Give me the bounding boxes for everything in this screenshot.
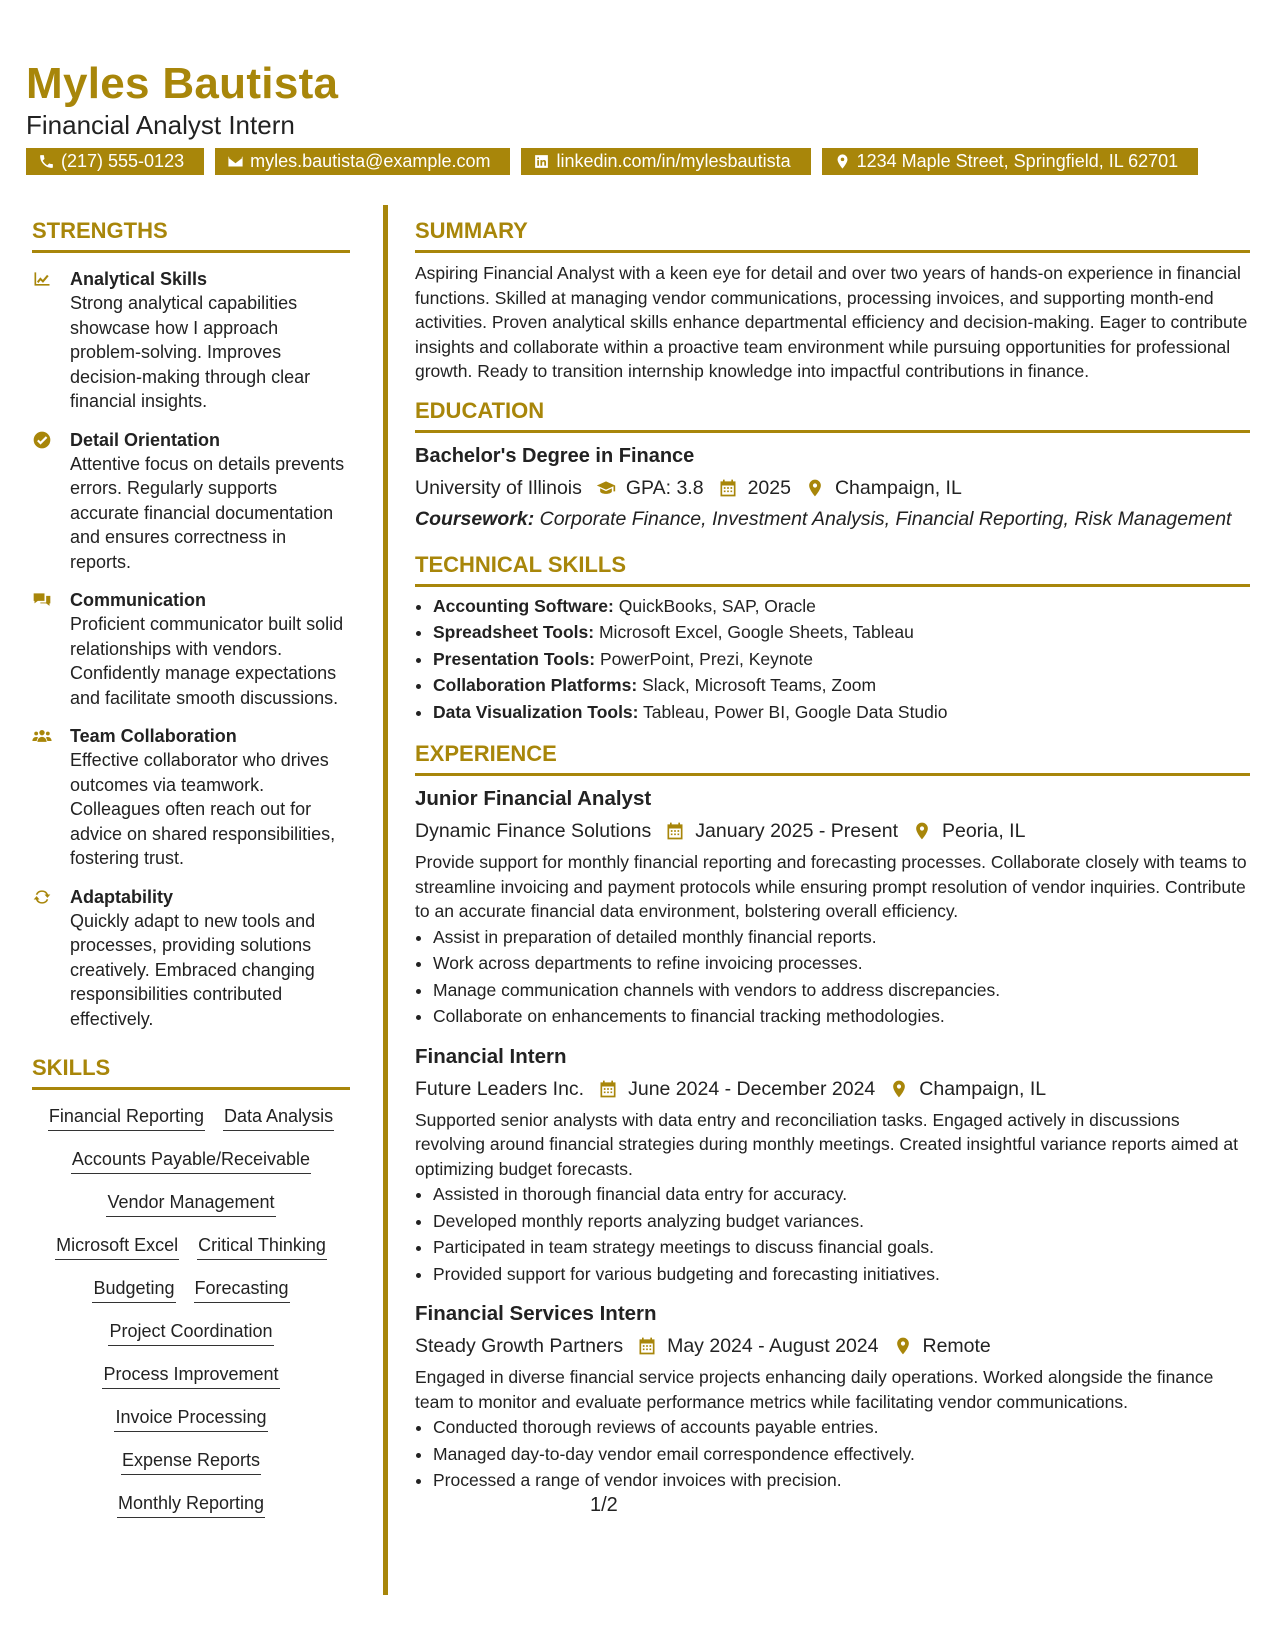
- strength-item: [32, 724, 350, 871]
- strength-desc: Proficient communicator built solid relationships with vendors. Confidently manage expectations and facilitate smooth discussions.: [70, 614, 344, 708]
- list-item: • Conducted thorough reviews of accounts payable entries.: [433, 1414, 1250, 1441]
- strength-item: [32, 428, 350, 575]
- contact-email[interactable]: [215, 148, 510, 175]
- sync-icon: [32, 887, 52, 907]
- tech-skill-value: Microsoft Excel, Google Sheets, Tableau: [598, 622, 914, 642]
- job-dates: January 2025 - Present: [695, 820, 898, 842]
- summary-heading: SUMMARY: [415, 218, 1250, 253]
- map-pin-icon: [805, 478, 825, 498]
- summary-text: Aspiring Financial Analyst with a keen eye for detail and over two years of hands-on experience in financial functions. Skilled at managing vendor communications, processing invoices, and supporting month-end activities. Proven analytical skills enhance departmental efficiency and decision-making. Eager to contribute insights and collaborate within a proactive team environment while pursuing opportunities for professional growth. Ready to transition internship knowledge into impactful contributions in finance.: [415, 263, 1248, 381]
- contact-address-text: 1234 Maple Street, Springfield, IL 62701: [856, 151, 1179, 171]
- list-item: • Assist in preparation of detailed monthly financial reports.: [433, 924, 1250, 951]
- job-bullets: [415, 924, 1250, 1030]
- contact-linkedin-text: linkedin.com/in/mylesbautista: [556, 151, 791, 171]
- contact-phone: [26, 148, 204, 175]
- coursework-list: Corporate Finance, Investment Analysis, Financial Reporting, Risk Management: [539, 507, 1232, 530]
- strength-name: Analytical Skills: [70, 269, 208, 289]
- gpa: GPA: 3.8: [625, 476, 704, 499]
- calendar-icon: [665, 821, 685, 841]
- school: University of Illinois: [415, 476, 582, 499]
- job-meta: [415, 818, 1250, 844]
- strengths-heading: STRENGTHS: [32, 218, 350, 253]
- skill-tag: Vendor Management: [106, 1190, 275, 1217]
- job-meta: [415, 1076, 1250, 1102]
- job-location: Champaign, IL: [919, 1077, 1047, 1100]
- map-pin-icon: [889, 1079, 909, 1099]
- calendar-icon: [598, 1079, 618, 1099]
- job-description: Engaged in diverse financial service projects enhancing daily operations. Worked alongside the finance team to monitor and evaluate performance metrics while facilitating vendor communications.: [415, 1367, 1214, 1412]
- users-icon: [32, 726, 52, 746]
- strength-desc: Effective collaborator who drives outcomes via teamwork. Colleagues often reach out for advice on shared responsibilities, fostering trust.: [70, 750, 336, 868]
- technical-skills-list: [415, 593, 1250, 726]
- job-title: Financial Intern: [415, 1044, 567, 1068]
- resume-header: [26, 58, 1255, 175]
- graduation-cap-icon: [596, 478, 616, 498]
- tech-skill-label: Data Visualization Tools:: [433, 701, 639, 722]
- left-column: [32, 218, 350, 1518]
- skill-tag: Accounts Payable/Receivable: [71, 1147, 311, 1174]
- check-circle-icon: [32, 430, 52, 450]
- skill-tag: Invoice Processing: [114, 1405, 267, 1432]
- company: Steady Growth Partners: [415, 1335, 624, 1357]
- strength-desc: Attentive focus on details prevents errors. Regularly supports accurate financial documentation and ensures correctness in reports.: [70, 453, 345, 572]
- skill-tag: Project Coordination: [108, 1319, 273, 1346]
- list-item: • Processed a range of vendor invoices with precision.: [433, 1467, 1250, 1494]
- graduation-year: 2025: [747, 476, 791, 499]
- strength-desc: Quickly adapt to new tools and processes, providing solutions creatively. Embraced changing responsibilities contributed effectively.: [70, 910, 316, 1029]
- right-column: [415, 218, 1250, 1494]
- skills-heading: SKILLS: [32, 1055, 350, 1090]
- skill-tag: Monthly Reporting: [117, 1491, 265, 1518]
- strength-item: [32, 588, 350, 710]
- list-item: • Developed monthly reports analyzing budget variances.: [433, 1208, 1250, 1235]
- contact-bar: [26, 148, 1255, 175]
- experience-heading: EXPERIENCE: [415, 741, 1250, 776]
- skills-list: [32, 1104, 350, 1518]
- list-item: • Managed day-to-day vendor email correspondence effectively.: [433, 1441, 1250, 1468]
- technical-skills-heading: TECHNICAL SKILLS: [415, 552, 1250, 587]
- tech-skill-value: Slack, Microsoft Teams, Zoom: [642, 675, 877, 695]
- list-item: [433, 593, 1250, 620]
- skill-tag: Data Analysis: [223, 1104, 334, 1131]
- skill-tag: Expense Reports: [121, 1448, 261, 1475]
- strength-name: Adaptability: [70, 886, 174, 907]
- contact-phone-text: (217) 555-0123: [61, 151, 185, 171]
- strength-name: Detail Orientation: [70, 429, 221, 450]
- strength-item: [32, 885, 350, 1032]
- skill-tag: Budgeting: [92, 1276, 175, 1303]
- skill-tag: Financial Reporting: [48, 1104, 205, 1131]
- list-item: • Manage communication channels with vendors to address discrepancies.: [433, 977, 1250, 1004]
- tech-skill-label: Accounting Software:: [433, 595, 614, 616]
- contact-email-text: myles.bautista@example.com: [250, 151, 491, 171]
- tech-skill-value: QuickBooks, SAP, Oracle: [618, 595, 816, 616]
- job-description: Provide support for monthly financial reporting and forecasting processes. Collaborate closely with teams to streamline invoicing and payment protocols while ensuring prompt resolution of vendor inquiries. Contribute to an accurate financial data environment, bolstering overall efficiency.: [415, 852, 1247, 921]
- company: Future Leaders Inc.: [415, 1077, 585, 1100]
- company: Dynamic Finance Solutions: [415, 820, 652, 842]
- comments-icon: [32, 590, 52, 610]
- contact-address: [822, 148, 1199, 175]
- calendar-icon: [637, 1336, 657, 1356]
- column-divider: [383, 205, 388, 1595]
- job-dates: May 2024 - August 2024: [667, 1335, 879, 1357]
- job-meta: [415, 1333, 1250, 1359]
- tech-skill-label: Collaboration Platforms:: [433, 675, 638, 695]
- tech-skill-label: Spreadsheet Tools:: [433, 622, 595, 642]
- linkedin-icon: [533, 153, 550, 170]
- list-item: [433, 646, 1250, 673]
- coursework: [415, 507, 1250, 532]
- candidate-title: Financial Analyst Intern: [26, 110, 295, 140]
- job-title: Junior Financial Analyst: [415, 787, 652, 810]
- list-item: • Participated in team strategy meetings to discuss financial goals.: [433, 1234, 1250, 1261]
- job-location: Peoria, IL: [941, 820, 1026, 842]
- skill-tag: Process Improvement: [102, 1362, 279, 1389]
- calendar-icon: [718, 478, 738, 498]
- tech-skill-value: PowerPoint, Prezi, Keynote: [599, 648, 813, 669]
- contact-linkedin[interactable]: [521, 148, 810, 175]
- skill-tag: Microsoft Excel: [55, 1233, 179, 1260]
- job-bullets: [415, 1414, 1250, 1494]
- job-title: Financial Services Intern: [415, 1302, 657, 1325]
- skill-tag: Forecasting: [194, 1276, 290, 1303]
- strength-item: [32, 267, 350, 414]
- strength-name: Communication: [70, 590, 207, 610]
- list-item: [433, 619, 1250, 646]
- job-description: Supported senior analysts with data entry and reconciliation tasks. Engaged actively in discussions revolving around financial strategies during monthly meetings. Created insightful variance reports aimed at optimizing budget forecasts.: [415, 1109, 1238, 1179]
- list-item: • Work across departments to refine invoicing processes.: [433, 950, 1250, 977]
- map-pin-icon: [912, 821, 932, 841]
- envelope-icon: [227, 153, 244, 170]
- list-item: • Collaborate on enhancements to financial tracking methodologies.: [433, 1003, 1250, 1030]
- tech-skill-value: Tableau, Power BI, Google Data Studio: [643, 701, 948, 722]
- map-pin-icon: [834, 153, 851, 170]
- strength-name: Team Collaboration: [70, 726, 237, 746]
- list-item: • Provided support for various budgeting and forecasting initiatives.: [433, 1261, 1250, 1288]
- list-item: [433, 672, 1250, 699]
- degree: Bachelor's Degree in Finance: [415, 444, 695, 467]
- map-pin-icon: [893, 1336, 913, 1356]
- list-item: • Assisted in thorough financial data entry for accuracy.: [433, 1181, 1250, 1208]
- education-meta: [415, 475, 1250, 501]
- tech-skill-label: Presentation Tools:: [433, 648, 596, 669]
- job-dates: June 2024 - December 2024: [628, 1077, 876, 1100]
- list-item: [433, 699, 1250, 726]
- skill-tag: Critical Thinking: [197, 1233, 327, 1260]
- phone-icon: [38, 153, 55, 170]
- strength-desc: Strong analytical capabilities showcase how I approach problem-solving. Improves decision-making through clear financial insights.: [70, 293, 311, 411]
- job-location: Remote: [922, 1335, 991, 1357]
- school-location: Champaign, IL: [834, 476, 962, 499]
- coursework-label: Coursework:: [415, 507, 535, 530]
- job-bullets: [415, 1181, 1250, 1287]
- chart-line-icon: [32, 269, 52, 289]
- candidate-name: Myles Bautista: [26, 59, 339, 108]
- page-number: 1/2: [590, 1494, 618, 1516]
- education-heading: EDUCATION: [415, 398, 1250, 433]
